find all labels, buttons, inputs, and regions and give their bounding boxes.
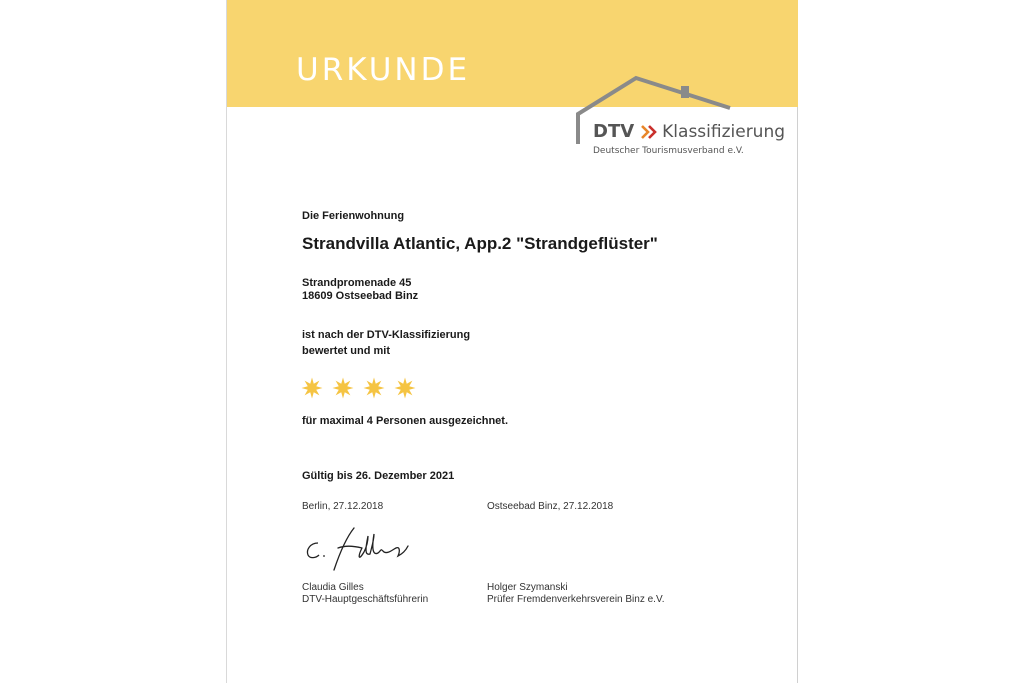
property-type-label: Die Ferienwohnung [302, 210, 405, 222]
property-name: Strandvilla Atlantic, App.2 "Strandgeflüster" [302, 234, 658, 253]
star-icon [394, 377, 416, 399]
dtv-logo [593, 121, 785, 142]
address-line-2: 18609 Ostseebad Binz [302, 290, 419, 302]
signatory-1-role: DTV-Hauptgeschäftsführerin [302, 594, 429, 605]
signatory-1-name: Claudia Gilles [302, 582, 364, 593]
signature-claudia-gilles [302, 526, 426, 576]
statement-line-2: bewertet und mit [302, 345, 391, 357]
certificate-title: URKUNDE [296, 52, 471, 88]
star-rating [301, 377, 416, 399]
logo-subtitle: Deutscher Tourismusverband e.V. [593, 146, 744, 156]
signatory-1-place-date: Berlin, 27.12.2018 [302, 501, 384, 512]
logo-klassifizierung-text: Klassifizierung [662, 121, 786, 142]
address-line-1: Strandpromenade 45 [302, 277, 412, 289]
signatory-2-name: Holger Szymanski [487, 582, 568, 593]
capacity-text: für maximal 4 Personen ausgezeichnet. [302, 415, 509, 427]
statement-line-1: ist nach der DTV-Klassifizierung [302, 329, 471, 341]
valid-until: Gültig bis 26. Dezember 2021 [302, 470, 455, 482]
signatory-2-role: Prüfer Fremdenverkehrsverein Binz e.V. [487, 594, 665, 605]
chevron-double-right-icon [640, 124, 658, 140]
star-icon [363, 377, 385, 399]
signatory-2-place-date: Ostseebad Binz, 27.12.2018 [487, 501, 614, 512]
logo-dtv-text: DTV [593, 121, 635, 142]
star-icon [332, 377, 354, 399]
star-icon [301, 377, 323, 399]
